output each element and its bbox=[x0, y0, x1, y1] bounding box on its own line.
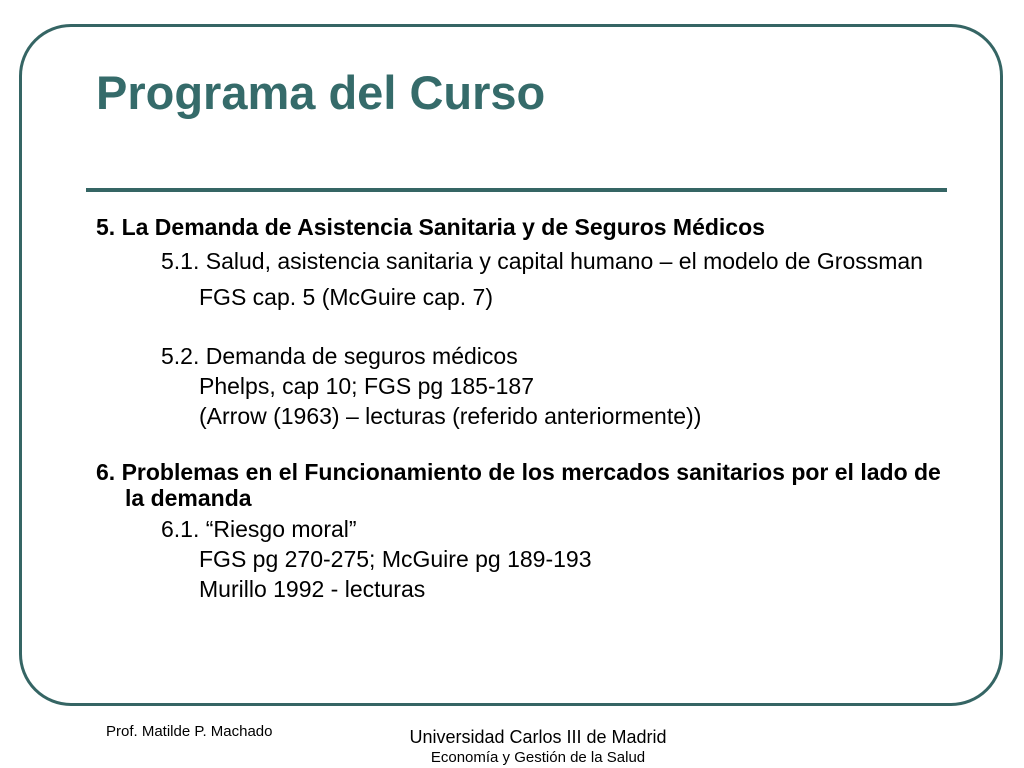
course-outline bbox=[96, 214, 956, 602]
reference-5-2-b: (Arrow (1963) – lecturas (referido anteriormente)) bbox=[199, 403, 702, 429]
slide-title: Programa del Curso bbox=[96, 66, 546, 119]
reference-5-2-a: Phelps, cap 10; FGS pg 185-187 bbox=[199, 373, 534, 399]
title-divider bbox=[86, 188, 947, 192]
footer-course: Economía y Gestión de la Salud bbox=[430, 749, 646, 766]
reference-5-1-a: FGS cap. 5 (McGuire cap. 7) bbox=[199, 284, 493, 310]
section-heading-5: 5. La Demanda de Asistencia Sanitaria y de Seguros Médicos bbox=[96, 214, 765, 240]
subsection-5-2: 5.2. Demanda de seguros médicos bbox=[161, 343, 518, 369]
subsection-5-1: 5.1. Salud, asistencia sanitaria y capital humano – el modelo de Grossman bbox=[161, 248, 923, 274]
footer-university: Universidad Carlos III de Madrid bbox=[409, 727, 667, 747]
subsection-6-1: 6.1. “Riesgo moral” bbox=[161, 516, 357, 542]
reference-6-1-b: Murillo 1992 - lecturas bbox=[199, 576, 426, 602]
reference-6-1-a: FGS pg 270-275; McGuire pg 189-193 bbox=[199, 546, 592, 572]
section-heading-6: 6. Problemas en el Funcionamiento de los mercados sanitarios por el lado de la demanda bbox=[96, 459, 941, 511]
footer-author: Prof. Matilde P. Machado bbox=[106, 723, 273, 740]
